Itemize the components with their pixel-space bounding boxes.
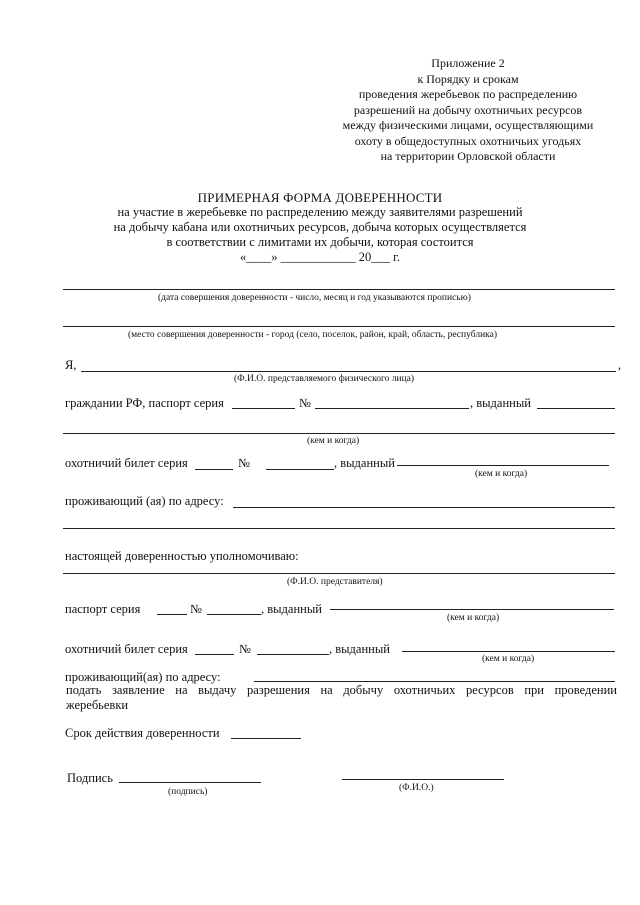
form-title: ПРИМЕРНАЯ ФОРМА ДОВЕРЕННОСТИ xyxy=(197,190,443,205)
ticket-number-field[interactable] xyxy=(266,469,334,470)
draw-date-line: «____» ____________ 20___ г. xyxy=(240,250,400,264)
representative-caption: (Ф.И.О. представителя) xyxy=(287,577,383,587)
passport-label: паспорт серия xyxy=(65,602,141,616)
rep-ticket-issued-field[interactable] xyxy=(402,651,615,652)
ticket-issued-field[interactable] xyxy=(397,465,609,466)
place-field[interactable] xyxy=(63,326,615,327)
appendix-line: на территории Орловской области xyxy=(380,149,556,163)
appendix-line: охоту в общедоступных охотничьих угодьях xyxy=(354,133,582,148)
passport-number-field[interactable] xyxy=(315,408,469,409)
number-sign: № xyxy=(238,456,250,470)
passport-series-field[interactable] xyxy=(232,408,295,409)
issued-label: , выданный xyxy=(470,396,531,410)
form-title-block xyxy=(80,190,560,265)
appendix-line: проведения жеребьевок по распределению xyxy=(358,87,578,101)
purpose-text: подать заявление на выдачу разрешения на добычу охотничьих ресурсов при проведении жеребьевки xyxy=(66,683,617,712)
appendix-line: Приложение 2 xyxy=(431,56,505,70)
issued-label: , выданный xyxy=(329,642,390,656)
principal-name-field[interactable] xyxy=(81,371,616,372)
rep-passport-series-field[interactable] xyxy=(157,614,187,615)
rep-address-field[interactable] xyxy=(254,681,615,682)
number-sign: № xyxy=(190,602,202,616)
passport-issuer-field[interactable] xyxy=(63,433,615,434)
rep-passport-number-field[interactable] xyxy=(207,614,261,615)
ticket-series-field[interactable] xyxy=(195,469,233,470)
principal-address-field[interactable] xyxy=(233,507,615,508)
rep-hunting-ticket-label: охотничий билет серия xyxy=(65,642,188,656)
signature-field[interactable] xyxy=(119,782,261,783)
rep-ticket-number-field[interactable] xyxy=(257,654,329,655)
residing-label: проживающий (ая) по адресу: xyxy=(65,494,224,508)
signature-label: Подпись xyxy=(67,771,113,785)
rep-passport-issued-field[interactable] xyxy=(330,609,614,610)
appendix-line: к Порядку и срокам xyxy=(417,71,519,86)
signature-fio-field[interactable] xyxy=(342,779,504,780)
number-sign: № xyxy=(299,396,311,410)
rep-residing-label: проживающий(ая) по адресу: xyxy=(65,670,221,684)
by-whom-when-caption: (кем и когда) xyxy=(447,613,500,623)
number-sign: № xyxy=(239,642,251,656)
principal-caption: (Ф.И.О. представляемого физического лица) xyxy=(234,374,415,384)
form-subtitle-line: на добычу кабана или охотничьих ресурсов, добыча которых осуществляется xyxy=(113,220,527,234)
date-field[interactable] xyxy=(63,289,615,290)
validity-label: Срок действия доверенности xyxy=(65,726,220,740)
by-whom-when-caption: (кем и когда) xyxy=(482,654,535,664)
hunting-ticket-label: охотничий билет серия xyxy=(65,456,188,470)
passport-issued-field[interactable] xyxy=(537,408,615,409)
appendix-line: между физическими лицами, осуществляющими xyxy=(342,118,594,132)
representative-name-field[interactable] xyxy=(63,573,615,574)
date-caption: (дата совершения доверенности - число, месяц и год указываются прописью) xyxy=(158,293,471,303)
fio-caption: (Ф.И.О.) xyxy=(399,783,434,793)
by-whom-when-caption: (кем и когда) xyxy=(475,469,528,479)
appendix-header xyxy=(318,56,618,165)
appendix-line: разрешений на добычу охотничьих ресурсов xyxy=(353,102,583,117)
rep-ticket-series-field[interactable] xyxy=(195,654,234,655)
authorize-label: настоящей доверенностью уполномочиваю: xyxy=(65,549,299,563)
by-whom-when-caption: (кем и когда) xyxy=(307,436,360,446)
issued-label: , выданный xyxy=(261,602,322,616)
signature-caption: (подпись) xyxy=(168,787,208,797)
i-comma: , xyxy=(618,358,622,372)
issued-label: , выданный xyxy=(334,456,395,470)
validity-field[interactable] xyxy=(231,738,301,739)
form-subtitle-line: в соответствии с лимитами их добычи, которая состоится xyxy=(166,235,474,249)
principal-address-field-2[interactable] xyxy=(63,528,615,529)
citizen-label: граждании РФ, паспорт серия xyxy=(65,396,224,410)
i-label: Я, xyxy=(65,358,77,372)
place-caption: (место совершения доверенности - город (село, поселок, район, край, область, республика) xyxy=(128,330,498,340)
form-subtitle-line: на участие в жеребьевке по распределению между заявителями разрешений xyxy=(117,205,523,219)
